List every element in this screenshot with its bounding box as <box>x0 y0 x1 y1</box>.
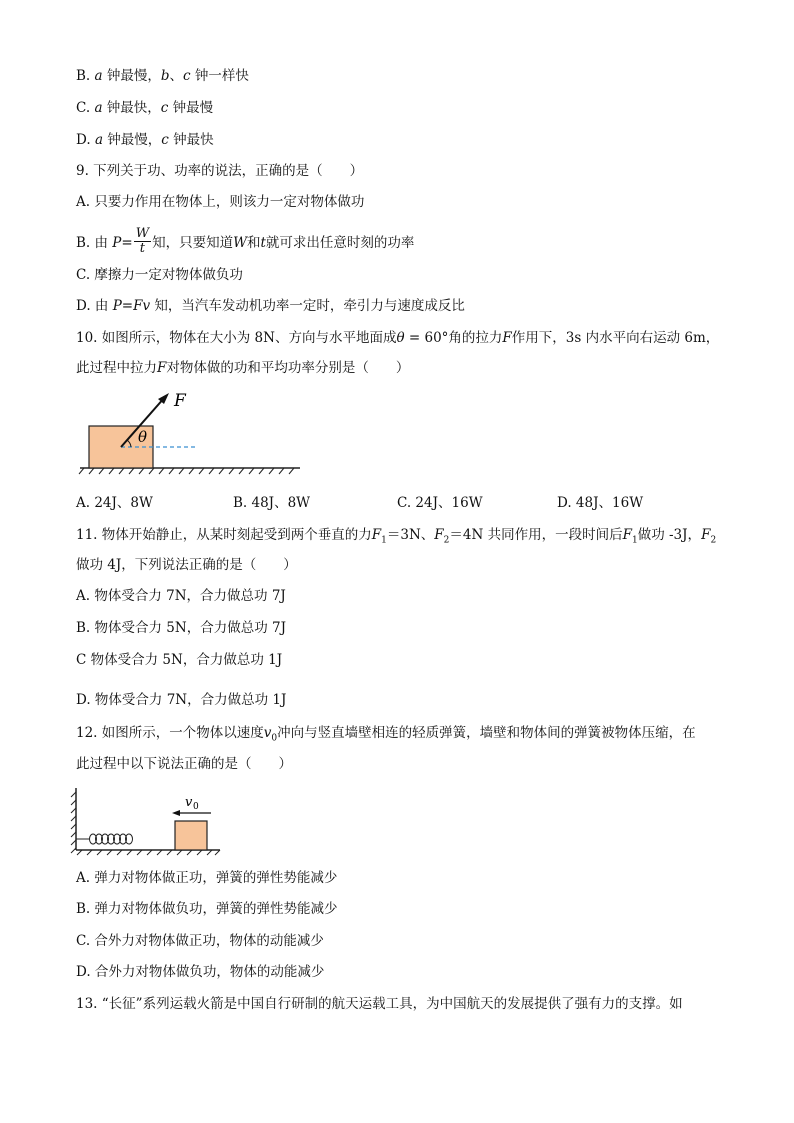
text: 12. 如图所示，一个物体以速度 <box>76 725 264 741</box>
text: 知，当汽车发动机功率一定时，牵引力与速度成反比 <box>150 298 465 314</box>
var-b: b <box>160 68 170 84</box>
q10-stem-line1 <box>76 329 719 347</box>
text: 11. 物体开始静止，从某时刻起受到两个垂直的力 <box>76 527 372 543</box>
text: 钟最快， <box>102 100 161 116</box>
label-v: v <box>185 795 193 810</box>
text: 钟一样快 <box>190 68 249 84</box>
q11-option-a: A. 物体受合力 7N，合力做总功 7J <box>76 588 286 604</box>
text: = 60°角的拉力 <box>404 330 503 346</box>
option-prefix: D. <box>76 132 95 148</box>
label-v-sub: 0 <box>193 802 199 812</box>
arrow-head-icon <box>172 810 180 816</box>
q9-option-d <box>76 297 465 315</box>
var-v: v <box>263 725 272 741</box>
text: 、 <box>169 68 184 84</box>
ground-hatch <box>79 468 294 474</box>
var-f: F <box>157 360 167 376</box>
label-f: F <box>174 391 186 411</box>
q9-option-b <box>76 226 415 258</box>
fraction-w-over-t <box>134 227 151 256</box>
var-a: a <box>94 100 103 116</box>
q10-option-a: A. 24J、8W <box>76 495 153 511</box>
var-a: a <box>94 68 103 84</box>
q8-option-b <box>76 67 249 85</box>
text: 钟最慢， <box>103 132 162 148</box>
q12-option-d: D. 合外力对物体做负功，物体的动能减少 <box>76 964 325 980</box>
text: ＝4N 共同作用，一段时间后 <box>449 527 623 543</box>
q12-option-b: B. 弹力对物体做负功，弹簧的弹性势能减少 <box>76 901 338 917</box>
option-prefix: B. 由 <box>76 235 113 251</box>
q10-stem-line2 <box>76 359 409 377</box>
var-c: c <box>183 68 191 84</box>
var-f: F <box>434 527 444 543</box>
var-a: a <box>94 132 103 148</box>
denominator: t <box>139 241 145 256</box>
q12-option-a: A. 弹力对物体做正功，弹簧的弹性势能减少 <box>76 870 338 886</box>
text: 冲向与竖直墙壁相连的轻质弹簧，墙壁和物体间的弹簧被物体压缩，在 <box>277 725 696 741</box>
q11-option-c: C 物体受合力 5N，合力做总功 1J <box>76 652 283 668</box>
q10-option-b: B. 48J、8W <box>233 495 311 511</box>
q12-stem-line2: 此过程中以下说法正确的是（ ） <box>76 756 292 772</box>
q9-option-a: A. 只要力作用在物体上，则该力一定对物体做功 <box>76 194 365 210</box>
numerator: W <box>135 226 150 241</box>
q9-option-c: C. 摩擦力一定对物体做负功 <box>76 267 243 283</box>
subscript: 0 <box>271 733 278 744</box>
text: ＝3N、 <box>386 527 435 543</box>
subscript: 1 <box>631 535 638 546</box>
spring-icon <box>76 834 133 844</box>
q11-option-b: B. 物体受合力 5N，合力做总功 7J <box>76 620 286 636</box>
text: 知，只要知道 <box>152 235 234 251</box>
var-f: F <box>622 527 632 543</box>
var-c: c <box>161 132 169 148</box>
text: 和 <box>246 235 261 251</box>
subscript: 1 <box>381 535 387 546</box>
var-c: c <box>160 100 169 116</box>
q12-stem-line1 <box>76 724 696 748</box>
var-f: F <box>371 527 382 543</box>
q13-stem: 13. “长征”系列运载火箭是中国自行研制的航天运载工具，为中国航天的发展提供了强有力的支撑。如 <box>76 996 683 1012</box>
text: 钟最慢， <box>102 68 161 84</box>
var-w: W <box>233 235 247 251</box>
q11-stem-line2: 做功 4J，下列说法正确的是（ ） <box>76 557 297 573</box>
q12-figure <box>68 786 228 858</box>
q11-option-d: D. 物体受合力 7N，合力做总功 1J <box>76 692 287 708</box>
text: 对物体做的功和平均功率分别是（ ） <box>166 360 410 376</box>
subscript: 2 <box>710 535 717 546</box>
var-f: F <box>502 330 512 346</box>
formula: P=Fv <box>112 298 151 314</box>
text: 10. 如图所示，物体在大小为 8N、方向与水平地面成 <box>76 330 397 346</box>
var-p: P <box>112 235 122 251</box>
text: 就可求出任意时刻的功率 <box>265 235 415 251</box>
q10-option-c: C. 24J、16W <box>397 495 483 511</box>
q12-option-c: C. 合外力对物体做正功，物体的动能减少 <box>76 933 324 949</box>
label-theta: θ <box>138 428 148 446</box>
q8-option-d <box>76 131 214 149</box>
q10-figure <box>78 388 308 478</box>
q8-option-c <box>76 99 213 117</box>
subscript: 2 <box>443 535 450 546</box>
equals: = <box>121 235 133 251</box>
var-theta: θ <box>396 330 405 346</box>
text: 此过程中拉力 <box>76 360 157 376</box>
q11-stem-line1 <box>76 526 716 550</box>
q10-option-d: D. 48J、16W <box>557 495 644 511</box>
option-prefix: B. <box>76 68 95 84</box>
text: 钟最慢 <box>168 100 214 116</box>
var-f: F <box>701 527 711 543</box>
q9-stem: 9. 下列关于功、功率的说法，正确的是（ ） <box>76 163 364 179</box>
text: 作用下，3s 内水平向右运动 6m， <box>511 330 720 346</box>
option-prefix: C. <box>76 100 95 116</box>
text: 钟最快 <box>168 132 214 148</box>
var-t: t <box>260 235 266 251</box>
text: 做功 -3J， <box>637 527 702 543</box>
option-prefix: D. 由 <box>76 298 113 314</box>
block <box>175 821 207 850</box>
